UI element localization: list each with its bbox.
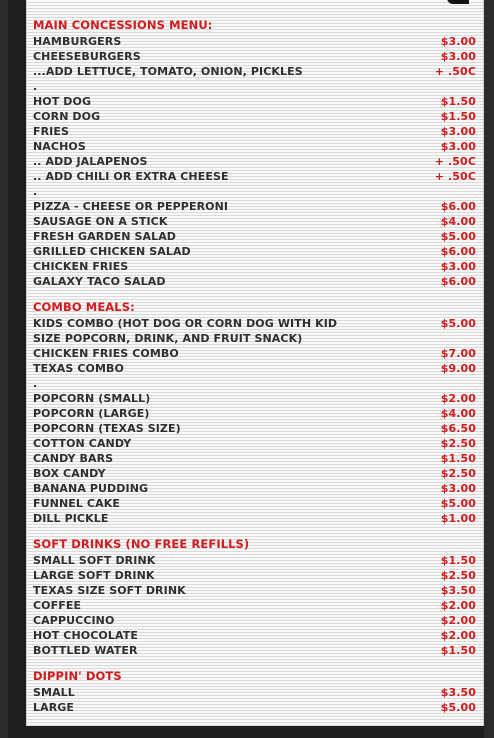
menu-item-row (33, 511, 476, 526)
menu-item-price: $3.00 (440, 260, 476, 273)
menu-item-price: $1.50 (440, 452, 476, 465)
menu-item-name: BOX CANDY (33, 467, 106, 480)
menu-item-name: GRILLED CHICKEN SALAD (33, 245, 191, 258)
menu-item-name: TEXAS SIZE SOFT DRINK (33, 584, 186, 597)
menu-item-row (33, 244, 476, 259)
menu-item-name: POPCORN (LARGE) (33, 407, 150, 420)
menu-item-row (33, 613, 476, 628)
menu-item-price: $1.50 (440, 554, 476, 567)
menu-item-row (33, 568, 476, 583)
menu-section (33, 17, 476, 289)
menu-item-name: POPCORN (SMALL) (33, 392, 151, 405)
menu-board (26, 0, 484, 726)
menu-item-name: FRESH GARDEN SALAD (33, 230, 177, 243)
menu-item-name: SMALL SOFT DRINK (33, 554, 156, 567)
menu-item-name: FRIES (33, 125, 70, 138)
menu-item-row (33, 229, 476, 244)
menu-item-price: $7.00 (440, 347, 476, 360)
section-heading: MAIN CONCESSIONS MENU: (33, 18, 213, 32)
menu-item-price: $2.00 (440, 599, 476, 612)
menu-item-row (33, 376, 476, 391)
menu-item-name: CAPPUCCINO (33, 614, 115, 627)
menu-section (33, 536, 476, 658)
menu-item-price: $3.00 (440, 125, 476, 138)
menu-item-name: CORN DOG (33, 110, 101, 123)
menu-item-price: $3.50 (440, 686, 476, 699)
menu-item-price: $3.00 (440, 482, 476, 495)
menu-item-row (33, 64, 476, 79)
menu-item-row (33, 154, 476, 169)
menu-item-price: $6.00 (440, 200, 476, 213)
menu-item-row (33, 451, 476, 466)
menu-item-price: $4.00 (440, 215, 476, 228)
menu-item-name: .. ADD JALAPENOS (33, 155, 148, 168)
menu-item-price: $6.00 (440, 275, 476, 288)
menu-item-price: $2.00 (440, 629, 476, 642)
menu-item-row (33, 643, 476, 658)
section-heading: SOFT DRINKS (NO FREE REFILLS) (33, 537, 250, 551)
menu-item-name: ...ADD LETTUCE, TOMATO, ONION, PICKLES (33, 65, 303, 78)
menu-item-row (33, 421, 476, 436)
menu-item-price: $1.00 (440, 512, 476, 525)
section-heading: COMBO MEALS: (33, 300, 135, 314)
menu-item-name: . (33, 80, 38, 93)
menu-item-name: DILL PICKLE (33, 512, 109, 525)
menu-item-name: SMALL (33, 686, 75, 699)
menu-item-row (33, 124, 476, 139)
menu-item-name: PIZZA - CHEESE OR PEPPERONI (33, 200, 229, 213)
menu-item-row (33, 259, 476, 274)
menu-item-price: $2.50 (440, 569, 476, 582)
menu-item-row (33, 346, 476, 361)
menu-item-row (33, 169, 476, 184)
menu-item-name: CANDY BARS (33, 452, 114, 465)
menu-item-name: HOT DOG (33, 95, 92, 108)
menu-item-price: $2.50 (440, 437, 476, 450)
menu-item-price: $3.00 (440, 140, 476, 153)
menu-item-price: $9.00 (440, 362, 476, 375)
menu-item-price: $1.50 (440, 644, 476, 657)
menu-item-row (33, 496, 476, 511)
menu-item-price: + .50C (434, 155, 476, 168)
menu-item-row (33, 583, 476, 598)
menu-item-name: COFFEE (33, 599, 82, 612)
menu-item-price: $5.00 (440, 317, 476, 330)
menu-board-frame (8, 0, 484, 738)
menu-item-name: NACHOS (33, 140, 86, 153)
menu-item-price: $2.50 (440, 467, 476, 480)
menu-item-price: $2.00 (440, 392, 476, 405)
menu-item-name: BANANA PUDDING (33, 482, 149, 495)
menu-item-row (33, 109, 476, 124)
menu-item-name: POPCORN (TEXAS SIZE) (33, 422, 181, 435)
menu-item-price: $5.00 (440, 230, 476, 243)
menu-item-row (33, 436, 476, 451)
menu-item-row (33, 184, 476, 199)
section-heading: DIPPIN' DOTS (33, 669, 122, 683)
menu-item-price: $2.00 (440, 614, 476, 627)
menu-item-price: + .50C (434, 65, 476, 78)
menu-item-row (33, 79, 476, 94)
menu-item-price: $3.00 (440, 50, 476, 63)
menu-item-name: HOT CHOCOLATE (33, 629, 138, 642)
menu-section (33, 668, 476, 715)
menu-item-row (33, 316, 476, 346)
menu-item-name: . (33, 185, 38, 198)
menu-item-row (33, 481, 476, 496)
menu-item-row (33, 685, 476, 700)
menu-content (33, 17, 476, 725)
menu-item-price: $1.50 (440, 110, 476, 123)
menu-item-price: $5.00 (440, 497, 476, 510)
menu-item-name: TEXAS COMBO (33, 362, 124, 375)
menu-item-name: CHICKEN FRIES (33, 260, 129, 273)
menu-item-row (33, 391, 476, 406)
menu-item-row (33, 139, 476, 154)
menu-item-name: FUNNEL CAKE (33, 497, 120, 510)
menu-item-row (33, 34, 476, 49)
menu-item-row (33, 199, 476, 214)
menu-item-name: COTTON CANDY (33, 437, 132, 450)
menu-item-price: $6.50 (440, 422, 476, 435)
menu-item-row (33, 466, 476, 481)
menu-item-name: BOTTLED WATER (33, 644, 138, 657)
menu-item-row (33, 214, 476, 229)
menu-item-price: $4.00 (440, 407, 476, 420)
menu-item-name: .. ADD CHILI OR EXTRA CHEESE (33, 170, 229, 183)
menu-item-name: CHEESEBURGERS (33, 50, 141, 63)
menu-item-price: + .50C (434, 170, 476, 183)
menu-item-price: $3.00 (440, 35, 476, 48)
menu-item-name: GALAXY TACO SALAD (33, 275, 166, 288)
menu-item-name: HAMBURGERS (33, 35, 122, 48)
menu-item-row (33, 361, 476, 376)
menu-item-row (33, 628, 476, 643)
menu-item-name: SAUSAGE ON A STICK (33, 215, 168, 228)
menu-item-row (33, 94, 476, 109)
menu-item-price: $6.00 (440, 245, 476, 258)
menu-item-name: CHICKEN FRIES COMBO (33, 347, 179, 360)
menu-item-name: KIDS COMBO (HOT DOG OR CORN DOG WITH KID SIZE POPCORN, DRINK, AND FRUIT SNACK) (33, 317, 338, 345)
menu-item-name: LARGE SOFT DRINK (33, 569, 155, 582)
menu-section (33, 299, 476, 526)
menu-item-name: . (33, 377, 38, 390)
menu-item-row (33, 598, 476, 613)
board-corner-tab (447, 0, 469, 4)
menu-item-row (33, 49, 476, 64)
menu-item-price: $5.00 (440, 701, 476, 714)
menu-item-row (33, 406, 476, 421)
menu-item-price: $1.50 (440, 95, 476, 108)
menu-item-price: $3.50 (440, 584, 476, 597)
menu-item-row (33, 700, 476, 715)
menu-item-name: LARGE (33, 701, 75, 714)
menu-item-row (33, 274, 476, 289)
menu-item-row (33, 553, 476, 568)
